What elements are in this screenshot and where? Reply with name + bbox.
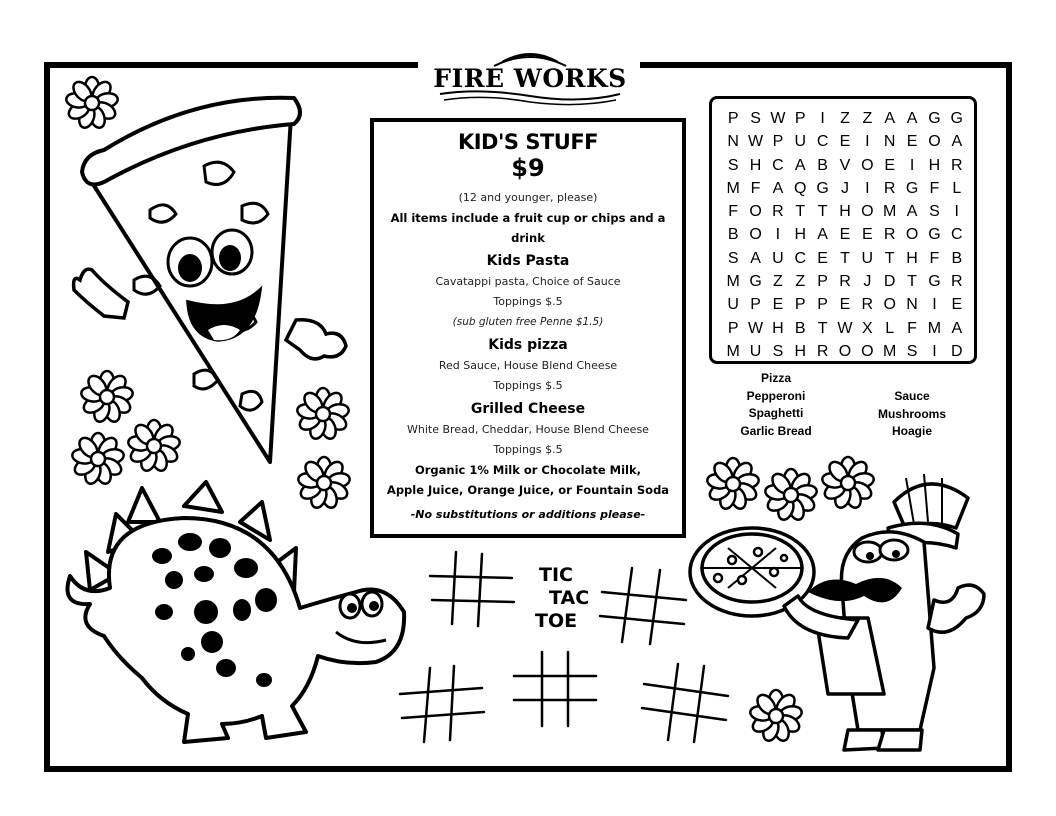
word-search-row	[722, 107, 968, 130]
letter-cell[interactable]: A	[794, 156, 806, 174]
letter-cell[interactable]: R	[816, 342, 829, 360]
tic-tac-toe-board[interactable]	[510, 648, 610, 728]
letter-cell[interactable]: I	[865, 179, 870, 197]
item-desc: Red Sauce, House Blend Cheese	[438, 359, 618, 372]
word-search-row	[722, 154, 968, 177]
letter-cell[interactable]: T	[884, 249, 895, 267]
ttt-word: TIC	[539, 564, 573, 586]
letter-cell[interactable]: R	[772, 203, 784, 221]
letter-cell[interactable]: B	[794, 319, 806, 337]
letter-cell[interactable]: G	[928, 226, 941, 244]
letter-cell[interactable]: E	[839, 133, 851, 151]
word-search-row	[722, 317, 968, 340]
letter-cell[interactable]: G	[749, 273, 762, 291]
letter-cell[interactable]: E	[906, 133, 918, 151]
word-list-item: Pizza	[760, 371, 791, 385]
letter-cell[interactable]: S	[929, 203, 940, 221]
item-note: (sub gluten free Penne $1.5)	[452, 316, 604, 328]
word-list-item: Garlic Bread	[740, 423, 812, 438]
fireworks-logo	[430, 50, 630, 106]
pizza-chef-illustration	[688, 468, 998, 758]
letter-cell[interactable]: B	[727, 226, 739, 244]
word-search-row	[722, 293, 968, 316]
letter-cell[interactable]: H	[928, 156, 941, 174]
drinks-line: Organic 1% Milk or Chocolate Milk,	[414, 463, 642, 477]
letter-cell[interactable]: S	[727, 156, 739, 174]
letter-cell[interactable]: E	[862, 226, 873, 244]
letter-cell[interactable]: S	[906, 342, 918, 360]
letter-cell[interactable]: U	[861, 249, 874, 267]
letter-cell[interactable]: V	[839, 156, 851, 174]
pizza-slice-character-illustration	[64, 94, 354, 474]
letter-cell[interactable]: T	[795, 203, 806, 221]
letter-cell[interactable]: T	[907, 273, 917, 291]
letter-cell[interactable]: O	[861, 156, 874, 174]
letter-cell[interactable]: E	[951, 296, 963, 314]
letter-cell[interactable]: A	[817, 226, 828, 244]
stegosaurus-illustration	[56, 482, 416, 752]
menu-price: $9	[511, 154, 545, 182]
letter-cell[interactable]: D	[883, 273, 896, 291]
letter-cell[interactable]: M	[726, 179, 740, 197]
letter-cell[interactable]: T	[840, 249, 850, 267]
letter-cell[interactable]: I	[909, 156, 915, 174]
letter-cell[interactable]: R	[950, 156, 963, 174]
letter-cell[interactable]: W	[747, 133, 764, 151]
item-name: Kids Pasta	[486, 253, 570, 269]
letter-cell[interactable]: A	[951, 319, 963, 337]
word-search-row	[722, 340, 968, 363]
word-list-item: Sauce	[894, 389, 930, 403]
letter-cell[interactable]: I	[932, 296, 937, 314]
letter-cell[interactable]: O	[861, 342, 874, 360]
letter-cell[interactable]: B	[817, 156, 828, 174]
letter-cell[interactable]: M	[726, 273, 740, 291]
item-name: Grilled Cheese	[470, 401, 586, 417]
letter-cell[interactable]: A	[951, 133, 963, 151]
letter-cell[interactable]: R	[950, 273, 963, 291]
letter-cell[interactable]: T	[817, 319, 828, 337]
word-search-row	[722, 270, 968, 293]
letter-cell[interactable]: I	[932, 342, 937, 360]
word-list-right	[866, 388, 958, 441]
letter-cell[interactable]: T	[817, 203, 828, 221]
letter-cell[interactable]: P	[772, 133, 784, 151]
letter-cell[interactable]: O	[861, 203, 874, 221]
letter-cell[interactable]: J	[863, 273, 872, 291]
item-desc: White Bread, Cheddar, House Blend Cheese	[407, 423, 649, 436]
tic-tac-toe-board[interactable]	[598, 566, 698, 646]
letter-cell[interactable]: P	[727, 319, 739, 337]
letter-cell[interactable]: E	[839, 226, 851, 244]
word-list-item: Spaghetti	[748, 406, 804, 420]
letter-cell[interactable]: C	[794, 249, 807, 267]
letter-cell[interactable]: R	[839, 273, 851, 291]
item-name: Kids pizza	[488, 337, 568, 353]
letter-cell[interactable]: A	[884, 110, 896, 127]
letter-cell[interactable]: E	[817, 249, 828, 267]
letter-cell[interactable]: Z	[840, 110, 850, 127]
letter-cell[interactable]: U	[749, 342, 762, 360]
letter-cell[interactable]: X	[862, 319, 873, 337]
word-search-row	[722, 130, 968, 153]
letter-cell[interactable]: E	[839, 296, 851, 314]
letter-cell[interactable]: H	[794, 342, 807, 360]
letter-cell[interactable]: L	[952, 179, 962, 197]
letter-cell[interactable]: H	[772, 319, 784, 337]
tic-tac-toe-board[interactable]	[426, 548, 526, 628]
letter-cell[interactable]: P	[817, 273, 828, 291]
letter-cell[interactable]: U	[772, 249, 784, 267]
word-search-row	[722, 177, 968, 200]
includes-note: All items include a fruit cup or chips and a drink	[390, 211, 666, 245]
letter-cell[interactable]: F	[750, 179, 761, 197]
letter-cell[interactable]: U	[727, 296, 739, 314]
letter-cell[interactable]: W	[770, 110, 786, 127]
letter-cell[interactable]: I	[820, 110, 825, 127]
letter-cell[interactable]: A	[772, 179, 784, 197]
letter-cell[interactable]: Q	[794, 179, 807, 197]
letter-cell[interactable]: I	[865, 133, 870, 151]
letter-cell[interactable]: R	[861, 296, 874, 314]
letter-cell[interactable]: S	[750, 110, 761, 127]
item-toppings: Toppings $.5	[493, 379, 563, 392]
letter-cell[interactable]: U	[794, 133, 807, 151]
letter-cell[interactable]: Z	[795, 273, 806, 291]
word-search-row	[722, 247, 968, 270]
letter-cell[interactable]: E	[884, 156, 896, 174]
menu-footer: -No substitutions or additions please-	[410, 508, 646, 521]
letter-cell[interactable]: R	[883, 179, 896, 197]
letter-cell[interactable]: F	[929, 249, 940, 267]
letter-cell[interactable]: P	[750, 296, 761, 314]
word-search-grid[interactable]	[709, 96, 977, 364]
letter-cell[interactable]: R	[883, 226, 896, 244]
letter-cell[interactable]: G	[928, 273, 941, 291]
letter-cell[interactable]: H	[906, 249, 918, 267]
letter-cell[interactable]: L	[885, 319, 895, 337]
letter-cell[interactable]: P	[727, 110, 739, 127]
word-search-row	[722, 223, 968, 246]
item-toppings: Toppings $.5	[493, 295, 563, 308]
word-list-item: Hoagie	[891, 424, 932, 438]
letter-cell[interactable]: G	[816, 179, 829, 197]
word-search-row	[722, 200, 968, 223]
letter-cell[interactable]: M	[883, 203, 897, 221]
menu-title: KID'S STUFF	[457, 130, 599, 154]
letter-cell[interactable]: G	[928, 110, 941, 127]
kids-menu-box	[370, 118, 686, 538]
letter-cell[interactable]: Z	[862, 110, 873, 127]
letter-cell[interactable]: P	[817, 296, 828, 314]
letter-cell[interactable]: N	[883, 133, 896, 151]
item-toppings: Toppings $.5	[493, 443, 563, 456]
letter-cell[interactable]: S	[772, 342, 784, 360]
letter-cell[interactable]: O	[838, 342, 852, 360]
letter-cell[interactable]: A	[750, 249, 761, 267]
drinks-line: Apple Juice, Orange Juice, or Fountain Soda	[386, 483, 670, 497]
word-list-item: Pepperoni	[746, 388, 806, 403]
letter-cell[interactable]: D	[950, 342, 963, 360]
word-list-left	[730, 370, 822, 440]
letter-cell[interactable]: I	[954, 203, 959, 221]
letter-cell[interactable]: S	[727, 249, 739, 267]
letter-cell[interactable]: O	[749, 226, 762, 244]
ttt-word: TOE	[535, 610, 578, 632]
letter-cell[interactable]: F	[728, 203, 739, 221]
letter-cell[interactable]: F	[907, 319, 917, 337]
tic-tac-toe-title	[533, 564, 589, 633]
logo-text: FIRE WORKS	[433, 64, 627, 93]
age-note: (12 and younger, please)	[458, 191, 598, 204]
letter-cell[interactable]: F	[929, 179, 940, 197]
letter-cell[interactable]: C	[816, 133, 829, 151]
letter-cell[interactable]: C	[772, 156, 784, 174]
letter-cell[interactable]: O	[883, 296, 896, 314]
letter-cell[interactable]: P	[794, 110, 806, 127]
letter-cell[interactable]: E	[772, 296, 784, 314]
letter-cell[interactable]: O	[749, 203, 762, 221]
letter-cell[interactable]: H	[794, 226, 807, 244]
letter-cell[interactable]: G	[905, 179, 919, 197]
letter-cell[interactable]: B	[951, 249, 963, 267]
letter-cell[interactable]: N	[727, 133, 739, 151]
word-list-item: Mushrooms	[877, 406, 946, 421]
letter-cell[interactable]: O	[905, 226, 919, 244]
item-desc: Cavatappi pasta, Choice of Sauce	[435, 275, 621, 288]
letter-cell[interactable]: J	[840, 179, 849, 197]
letter-cell[interactable]: M	[726, 342, 740, 360]
letter-cell[interactable]: M	[883, 342, 897, 360]
letter-cell[interactable]: G	[950, 110, 963, 127]
letter-cell[interactable]: C	[950, 226, 963, 244]
letter-cell[interactable]: A	[906, 203, 918, 221]
letter-cell[interactable]: M	[927, 319, 942, 337]
ttt-word: TAC	[549, 587, 590, 609]
letter-cell[interactable]: I	[775, 226, 781, 244]
letter-cell[interactable]: Z	[773, 273, 783, 291]
letter-cell[interactable]: A	[906, 110, 918, 127]
letter-cell[interactable]: O	[928, 133, 941, 151]
letter-cell[interactable]: N	[906, 296, 918, 314]
letter-cell[interactable]: H	[839, 203, 851, 221]
letter-cell[interactable]: W	[837, 319, 853, 337]
letter-cell[interactable]: P	[794, 296, 806, 314]
letter-cell[interactable]: W	[747, 319, 764, 337]
letter-cell[interactable]: H	[749, 156, 762, 174]
